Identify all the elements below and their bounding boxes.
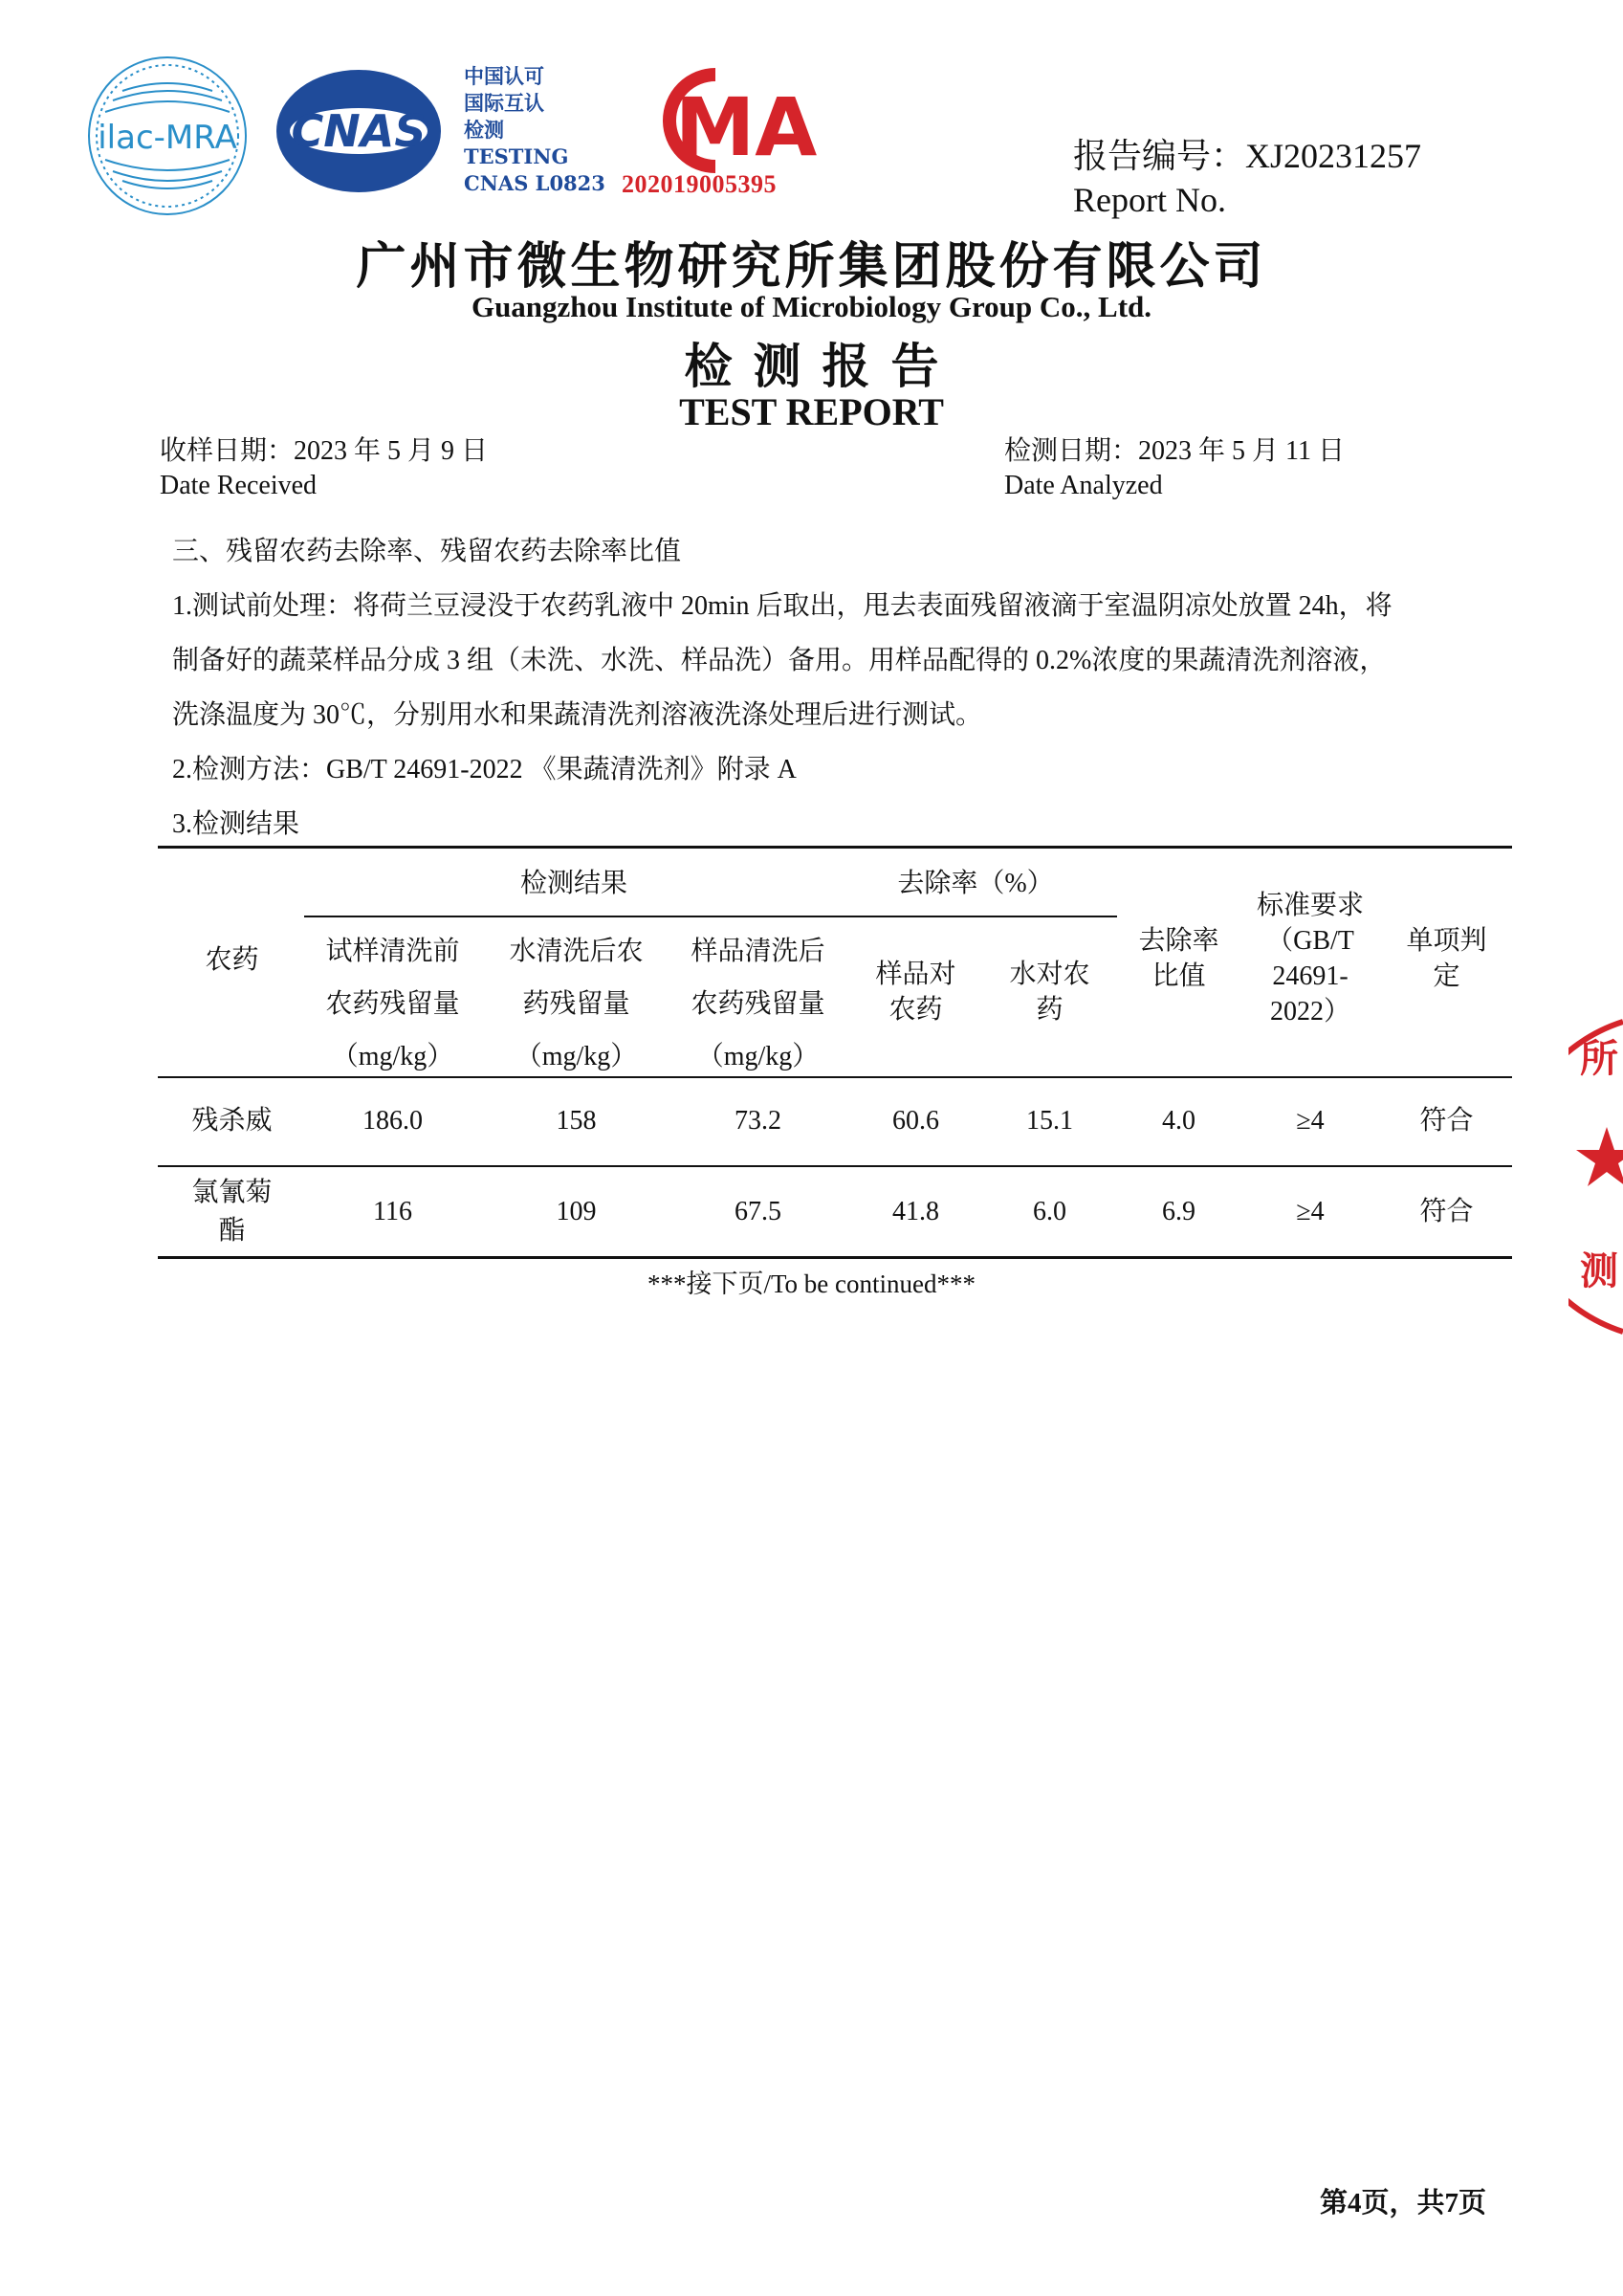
header-line: 单项判 xyxy=(1406,926,1487,956)
cell-line: 氯氰菊 xyxy=(191,1178,273,1207)
cell-rate-sample: 41.8 xyxy=(892,1197,939,1226)
cell-sample: 73.2 xyxy=(735,1106,781,1136)
cell-rate-water: 15.1 xyxy=(1026,1106,1073,1136)
header-line: 样品对 xyxy=(875,960,956,989)
cnas-line: 检测 xyxy=(464,118,504,142)
header-line: 去除率 xyxy=(1138,926,1219,956)
date-received xyxy=(160,434,488,503)
header-line: （mg/kg） xyxy=(515,1042,638,1071)
cnas-logo xyxy=(273,67,445,196)
cnas-accreditation-text xyxy=(464,63,605,197)
date-analyzed xyxy=(1004,434,1345,503)
cell-pesticide: 残杀威 xyxy=(191,1106,273,1136)
table-top-rule xyxy=(158,846,1512,849)
header-group-rate: 去除率（%） xyxy=(897,869,1054,898)
header-line: 比值 xyxy=(1151,961,1206,991)
page-number: 第4页，共7页 xyxy=(1320,2188,1487,2219)
header-rate-water xyxy=(985,957,1114,1027)
cell-water: 109 xyxy=(556,1197,597,1226)
header-verdict xyxy=(1382,923,1511,994)
cnas-line: CNAS L0823 xyxy=(464,171,605,195)
header-line: （mg/kg） xyxy=(331,1042,454,1071)
cma-logo xyxy=(620,67,817,174)
date-received-en: Date Received xyxy=(160,471,318,500)
cnas-text: CNAS xyxy=(291,105,427,157)
cell-rate-sample: 60.6 xyxy=(892,1106,939,1136)
date-analyzed-cn: 检测日期：2023 年 5 月 11 日 xyxy=(1004,436,1345,466)
header-ratio xyxy=(1119,923,1239,994)
report-no-label: 报告编号： xyxy=(1073,137,1246,175)
pretreatment-line: 1.测试前处理：将荷兰豆浸没于农药乳液中 20min 后取出，甩去表面残留液滴于室温阴凉处放置 24h，将 xyxy=(172,591,1393,621)
seal-star-icon xyxy=(1576,1127,1623,1186)
header-line: 农药 xyxy=(888,995,943,1025)
ilac-text: ilac-MRA xyxy=(98,119,237,157)
continued-note: ***接下页/To be continued*** xyxy=(647,1269,976,1298)
cell-before: 186.0 xyxy=(362,1106,423,1136)
cma-number: 202019005395 xyxy=(622,170,777,198)
section-heading: 三、残留农药去除率、残留农药去除率比值 xyxy=(172,537,682,566)
header-pesticide: 农药 xyxy=(205,945,259,975)
ilac-mra-logo xyxy=(84,53,252,220)
header-line: 24691- xyxy=(1272,961,1349,991)
table-row-rule xyxy=(158,1165,1512,1167)
date-received-cn: 收样日期：2023 年 5 月 9 日 xyxy=(160,436,489,466)
cell-standard: ≥4 xyxy=(1296,1106,1325,1136)
header-line: 农药残留量 xyxy=(691,989,825,1019)
cell-verdict: 符合 xyxy=(1419,1106,1474,1136)
header-line: 水对农 xyxy=(1009,960,1090,989)
report-number xyxy=(1073,134,1421,222)
cnas-line: 中国认可 xyxy=(464,64,544,88)
date-analyzed-en: Date Analyzed xyxy=(1004,471,1163,500)
header-line: （mg/kg） xyxy=(696,1042,820,1071)
cell-line: 酯 xyxy=(218,1216,246,1246)
header-rate-sample xyxy=(851,957,980,1027)
header-line: （GB/T xyxy=(1266,926,1354,956)
cma-text: MA xyxy=(674,80,817,174)
results-heading: 3.检测结果 xyxy=(172,809,300,839)
cell-verdict: 符合 xyxy=(1419,1197,1474,1226)
cell-sample: 67.5 xyxy=(735,1197,781,1226)
header-line: 定 xyxy=(1433,961,1460,991)
company-name-cn: 广州市微生物研究所集团股份有限公司 xyxy=(356,238,1267,296)
cell-standard: ≥4 xyxy=(1296,1197,1325,1226)
header-line: 农药残留量 xyxy=(325,989,460,1019)
header-water xyxy=(488,925,665,1083)
table-group-rule xyxy=(304,916,1117,917)
header-line: 药 xyxy=(1036,995,1064,1025)
header-line: 标准要求 xyxy=(1256,891,1364,920)
cell-ratio: 6.9 xyxy=(1162,1197,1195,1226)
cnas-line: TESTING xyxy=(464,144,569,168)
header-line: 样品清洗后 xyxy=(691,937,825,966)
report-no-value: XJ20231257 xyxy=(1245,137,1422,175)
header-standard xyxy=(1243,888,1377,1029)
inspection-seal xyxy=(1568,1014,1623,1339)
cell-ratio: 4.0 xyxy=(1162,1106,1195,1136)
header-line: 水清洗后农 xyxy=(509,937,644,966)
table-bottom-rule xyxy=(158,1256,1512,1259)
pretreatment-line: 制备好的蔬菜样品分成 3 组（未洗、水洗、样品洗）备用。用样品配得的 0.2%浓度的果蔬清洗剂溶液， xyxy=(172,646,1387,675)
header-line: 2022） xyxy=(1269,997,1350,1027)
company-name-en: Guangzhou Institute of Microbiology Group Co., Ltd. xyxy=(471,290,1152,323)
seal-char: 所 xyxy=(1580,1037,1618,1081)
cell-water: 158 xyxy=(556,1106,597,1136)
cell-rate-water: 6.0 xyxy=(1033,1197,1066,1226)
cell-before: 116 xyxy=(373,1197,412,1226)
seal-char: 测 xyxy=(1580,1249,1618,1293)
test-method: 2.检测方法：GB/T 24691-2022 《果蔬清洗剂》附录 A xyxy=(172,755,797,784)
cell-pesticide xyxy=(163,1174,301,1250)
header-line: 试样清洗前 xyxy=(325,937,460,966)
header-sample xyxy=(669,925,846,1083)
header-group-results: 检测结果 xyxy=(519,869,627,898)
header-line: 药残留量 xyxy=(522,989,630,1019)
report-no-label-en: Report No. xyxy=(1073,181,1226,219)
report-title-cn: 检测报告 xyxy=(684,339,960,394)
pretreatment-line: 洗涤温度为 30℃，分别用水和果蔬清洗剂溶液洗涤处理后进行测试。 xyxy=(172,700,983,730)
cnas-line: 国际互认 xyxy=(464,91,544,115)
header-before xyxy=(304,925,481,1083)
report-title-en: TEST REPORT xyxy=(679,390,944,433)
